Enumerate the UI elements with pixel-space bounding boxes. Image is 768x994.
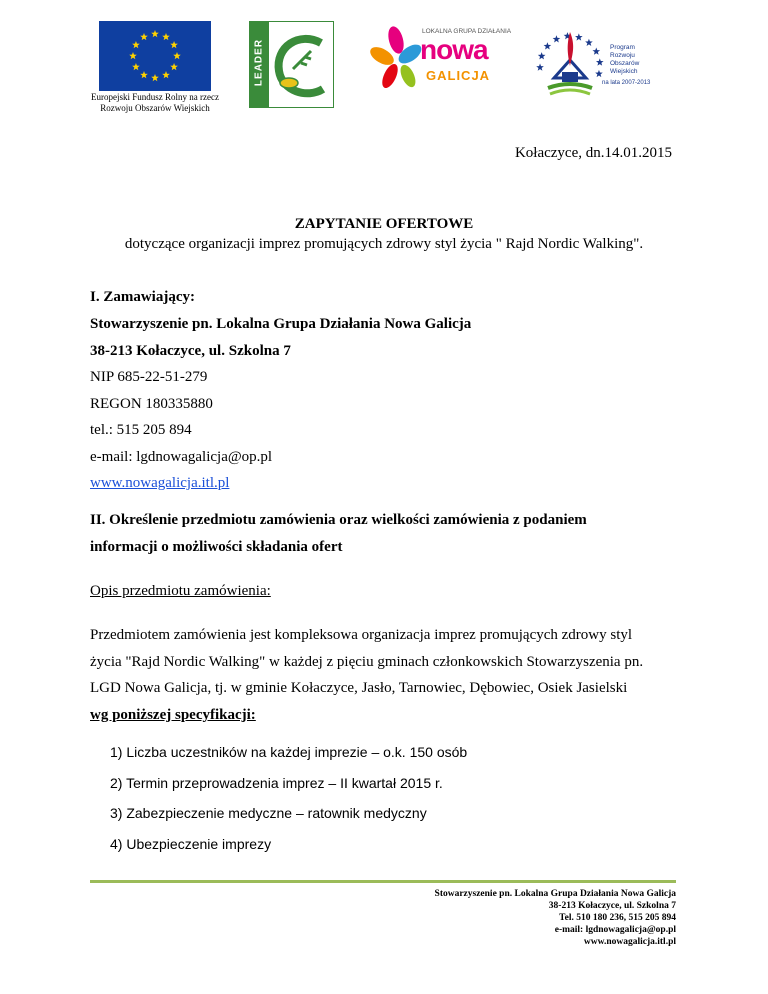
specification-label: wg poniższej specyfikacji: <box>90 707 256 723</box>
eu-star-icon <box>170 63 178 70</box>
eu-star-icon <box>151 74 159 81</box>
prow-star-icon <box>538 52 546 59</box>
org-nip: NIP 685-22-51-279 <box>90 369 208 385</box>
org-name: Stowarzyszenie pn. Lokalna Grupa Działania Nowa Galicja <box>90 316 472 332</box>
section2-heading-line1: II. Określenie przedmiotu zamówienia oraz wielkości zamówienia z podaniem <box>90 512 587 528</box>
eu-star-icon <box>132 63 140 70</box>
footer-line-3: Tel. 510 180 236, 515 205 894 <box>559 913 676 923</box>
footer-line-4: e-mail: lgdnowagalicja@op.pl <box>554 925 676 935</box>
org-website-link[interactable]: www.nowagalicja.itl.pl <box>90 475 230 491</box>
prow-logo-text <box>610 44 639 76</box>
footer-line-2: 38-213 Kołaczyce, ul. Szkolna 7 <box>548 901 676 911</box>
description-label: Opis przedmiotu zamówienia: <box>90 583 271 599</box>
org-address: 38-213 Kołaczyce, ul. Szkolna 7 <box>90 343 291 359</box>
document-subtitle: dotyczące organizacji imprez promujących zdrowy styl życia " Rajd Nordic Walking". <box>124 236 644 252</box>
prow-star-icon <box>544 42 552 49</box>
paragraph-line-3: LGD Nowa Galicja, tj. w gminie Kołaczyce, Jasło, Tarnowiec, Dębowiec, Osiek Jasielski <box>90 680 628 696</box>
prow-star-icon <box>575 33 583 40</box>
eu-star-icon <box>132 41 140 48</box>
org-regon: REGON 180335880 <box>90 396 213 412</box>
eu-star-icon <box>170 41 178 48</box>
eu-star-icon <box>162 71 170 78</box>
paragraph-line-1: Przedmiotem zamówienia jest kompleksowa organizacja imprez promujących zdrowy styl <box>90 627 633 643</box>
eu-star-icon <box>162 33 170 40</box>
footer-line-1: Stowarzyszenie pn. Lokalna Grupa Działania Nowa Galicja <box>434 889 676 899</box>
list-item: 4) Ubezpieczenie imprezy <box>110 836 272 852</box>
prow-years: na lata 2007-2013 <box>602 80 651 86</box>
prow-star-icon <box>595 70 603 77</box>
footer-line-5: www.nowagalicja.itl.pl <box>583 937 676 947</box>
list-item: 1) Liczba uczestników na każdej imprezie – o.k. 150 osób <box>110 744 468 760</box>
eu-star-icon <box>140 71 148 78</box>
section2-heading-line2: informacji o możliwości składania ofert <box>90 539 343 555</box>
footer-contact <box>300 888 676 948</box>
section1-heading: I. Zamawiający: <box>90 289 195 305</box>
list-item: 3) Zabezpieczenie medyczne – ratownik medyczny <box>110 805 427 821</box>
nowa-logo-top: LOKALNA GRUPA DZIAŁANIA <box>422 28 512 35</box>
eu-star-icon <box>129 52 137 59</box>
nowa-logo-sub: GALICJA <box>426 68 491 83</box>
leader-logo-text: LEADER <box>253 38 265 87</box>
date-line: Kołaczyce, dn.14.01.2015 <box>514 145 672 161</box>
nowa-galicja-logo <box>370 22 512 96</box>
eu-flag-logo <box>99 21 211 91</box>
nowa-logo-main: nowa <box>420 34 488 65</box>
prow-line-4: Wiejskich <box>610 68 638 75</box>
prow-star-icon <box>585 39 593 46</box>
prow-star-icon <box>592 48 600 55</box>
org-email: e-mail: lgdnowagalicja@op.pl <box>90 449 273 465</box>
prow-logo <box>530 22 665 104</box>
eu-stars-icon <box>99 21 211 91</box>
footer-divider <box>90 880 676 883</box>
document-title: ZAPYTANIE OFERTOWE <box>294 216 474 232</box>
eu-star-icon <box>151 30 159 37</box>
eu-caption-line1: Europejski Fundusz Rolny na rzecz <box>91 92 219 102</box>
prow-line-3: Obszarów <box>610 60 640 67</box>
eu-star-icon <box>140 33 148 40</box>
eu-caption-line2: Rozwoju Obszarów Wiejskich <box>100 103 210 113</box>
prow-star-icon <box>553 35 561 42</box>
prow-line-1: Program <box>610 44 635 51</box>
eu-caption <box>80 92 230 114</box>
leader-logo <box>249 21 334 108</box>
org-tel: tel.: 515 205 894 <box>90 422 192 438</box>
prow-star-icon <box>536 64 544 71</box>
eu-star-icon <box>173 52 181 59</box>
list-item: 2) Termin przeprowadzenia imprez – II kwartał 2015 r. <box>110 775 443 791</box>
prow-line-2: Rozwoju <box>610 52 635 59</box>
flower-icon <box>370 22 422 96</box>
prow-emblem-icon <box>530 22 610 104</box>
prow-star-icon <box>596 58 604 65</box>
paragraph-line-2: życia "Rajd Nordic Walking" w każdej z pięciu gminach członkowskich Stowarzyszenia pn. <box>90 654 644 670</box>
